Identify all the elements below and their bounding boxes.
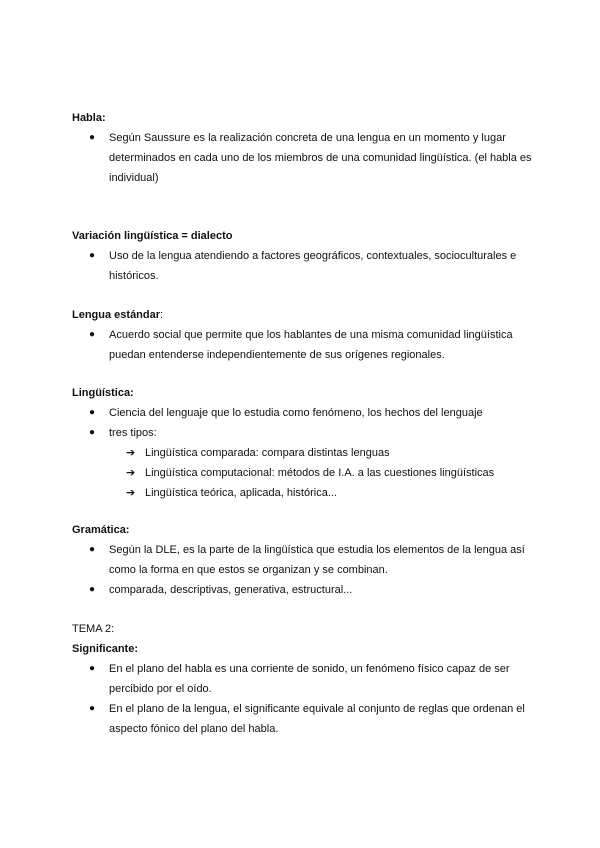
list-item: [72, 463, 532, 483]
list-item: [72, 325, 532, 365]
bullet-text: Ciencia del lenguaje que lo estudia como fenómeno, los hechos del lenguaje: [109, 407, 483, 419]
section-linguistica: [72, 383, 532, 503]
bullet-list-variacion: [72, 246, 532, 286]
subitem-text: Lingüística comparada: compara distintas lenguas: [145, 447, 390, 459]
section-variacion: [72, 226, 532, 286]
bullet-icon: ●: [89, 584, 96, 595]
arrow-icon: ➔: [126, 447, 136, 459]
bullet-text: Acuerdo social que permite que los hablantes de una misma comunidad lingüística puedan entenderse independientemente de sus orígenes regionales.: [109, 329, 513, 361]
list-item: [72, 699, 532, 739]
bullet-icon: ●: [89, 663, 96, 674]
heading-habla: Habla:: [72, 112, 106, 124]
heading-linguistica: Lingüística:: [72, 387, 134, 399]
heading-variacion: Variación lingüística = dialecto: [72, 230, 233, 242]
bullet-icon: ●: [89, 703, 96, 714]
bullet-list-linguistica: [72, 403, 532, 443]
bullet-list-significante: [72, 659, 532, 739]
list-item: [72, 443, 532, 463]
bullet-list-gramatica: [72, 540, 532, 600]
section-lengua-estandar: [72, 305, 532, 365]
list-item: [72, 580, 532, 600]
section-habla: [72, 108, 532, 188]
bullet-icon: ●: [89, 407, 96, 418]
bullet-text: En el plano del habla es una corriente de sonido, un fenómeno físico capaz de ser percibido por el oído.: [109, 663, 510, 695]
heading-significante: Significante:: [72, 643, 139, 655]
tema-label: TEMA 2:: [72, 623, 115, 635]
heading-lengua-estandar: [72, 305, 532, 325]
heading-gramatica: Gramática:: [72, 524, 130, 536]
list-item: [72, 540, 532, 580]
list-item: [72, 659, 532, 699]
heading-lengua-estandar-text: Lengua estándar: [72, 309, 161, 321]
bullet-list-habla: [72, 128, 532, 188]
section-tema2: [72, 619, 532, 739]
list-item: [72, 423, 532, 443]
arrow-icon: ➔: [126, 467, 136, 479]
list-item: [72, 403, 532, 423]
bullet-text: Uso de la lengua atendiendo a factores geográficos, contextuales, socioculturales e históricos.: [109, 250, 517, 282]
bullet-icon: ●: [89, 329, 96, 340]
subitem-text: Lingüística computacional: métodos de I.A. a las cuestiones lingüísticas: [145, 467, 495, 479]
bullet-icon: ●: [89, 132, 96, 143]
bullet-text: Según la DLE, es la parte de la lingüística que estudia los elementos de la lengua así como la forma en que estos se organizan y se combinan.: [109, 544, 525, 576]
bullet-list-estandar: [72, 325, 532, 365]
bullet-icon: ●: [89, 544, 96, 555]
arrow-icon: ➔: [126, 487, 136, 499]
heading-colon: :: [160, 309, 164, 321]
bullet-text: Según Saussure es la realización concreta de una lengua en un momento y lugar determinados en cada uno de los miembros de una comunidad lingüística. (el habla es individual): [109, 132, 532, 184]
bullet-text: En el plano de la lengua, el significante equivale al conjunto de reglas que ordenan el aspecto fónico del plano del habla.: [109, 703, 525, 735]
bullet-text: tres tipos:: [109, 427, 157, 439]
arrow-list-linguistica: [72, 443, 532, 503]
bullet-icon: ●: [89, 250, 96, 261]
bullet-text: comparada, descriptivas, generativa, estructural...: [109, 584, 353, 596]
list-item: [72, 483, 532, 503]
subitem-text: Lingüística teórica, aplicada, histórica...: [145, 487, 337, 499]
section-gramatica: [72, 520, 532, 600]
list-item: [72, 246, 532, 286]
list-item: [72, 128, 532, 188]
bullet-icon: ●: [89, 427, 96, 438]
